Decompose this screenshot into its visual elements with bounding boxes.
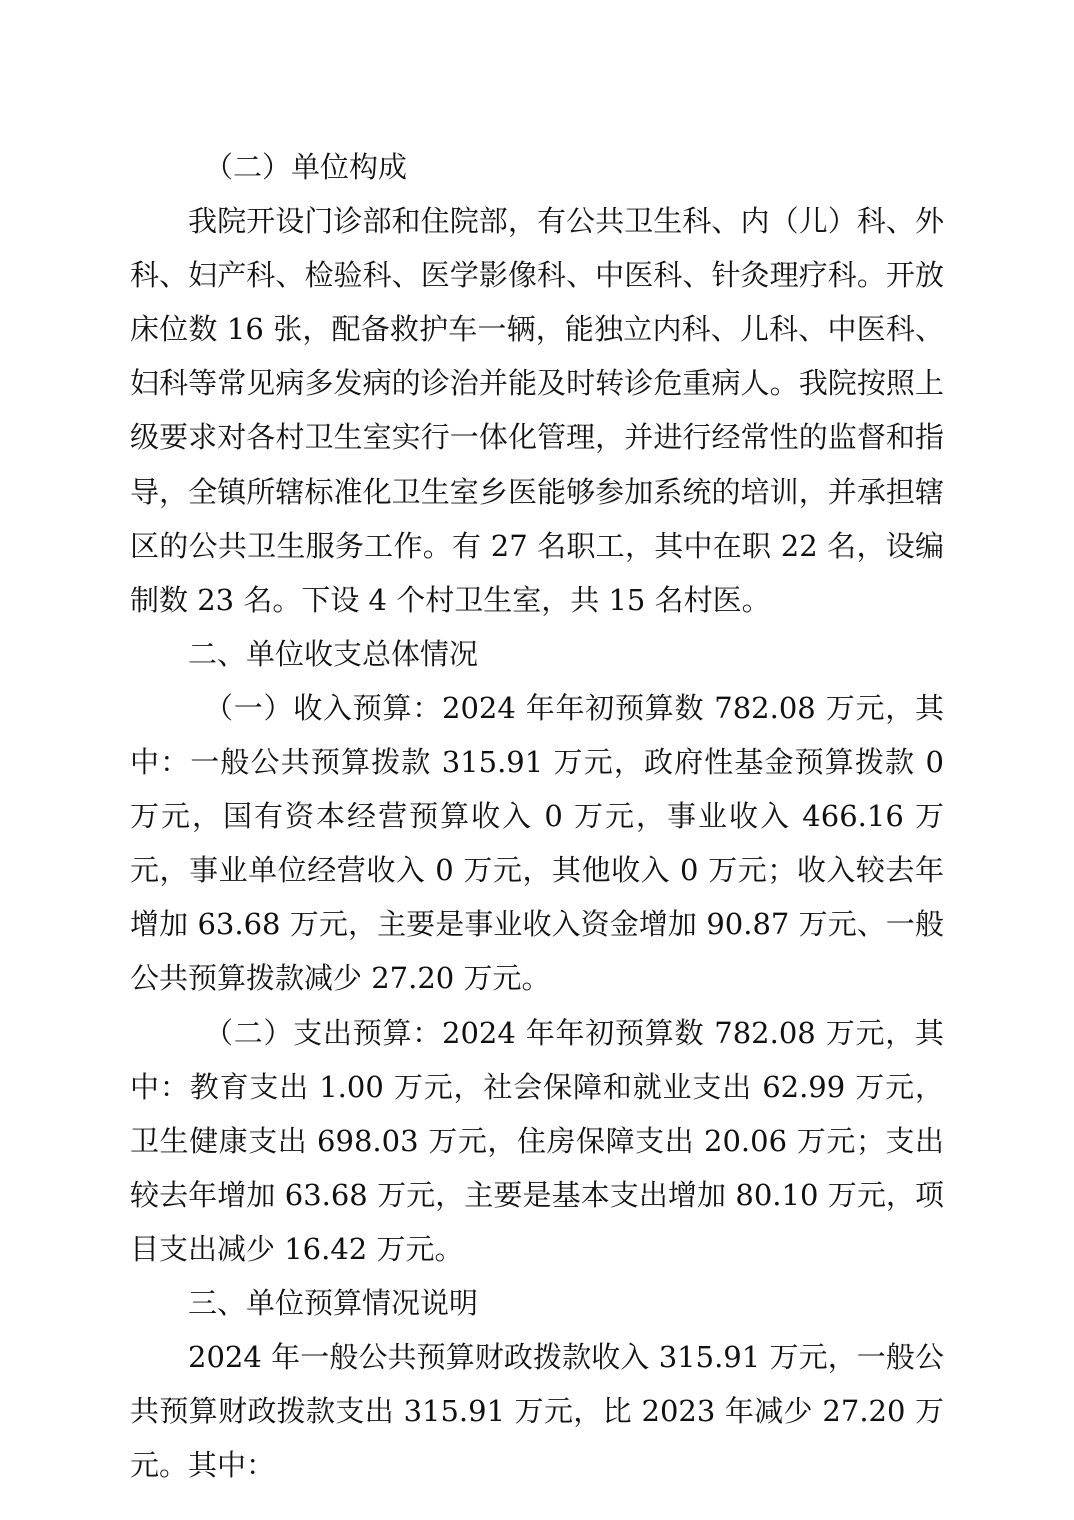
document-body (130, 140, 944, 1492)
paragraph-income-budget: （一）收入预算：2024 年年初预算数 782.08 万元，其中：一般公共预算拨款 315.91 万元，政府性基金预算拨款 0 万元，国有资本经营预算收入 0 万元，事业收入 466.16 万元，事业单位经营收入 0 万元，其他收入 0 万元；收入较去年增加 63.68 万元，主要是事业收入资金增加 90.87 万元、一般公共预算拨款减少 27.20 万元。 (130, 690, 944, 996)
paragraph-budget-explanation: 2024 年一般公共预算财政拨款收入 315.91 万元，一般公共预算财政拨款支出 315.91 万元，比 2023 年减少 27.20 万元。其中： (130, 1340, 944, 1483)
section-heading-unit-composition: （二）单位构成 (203, 150, 407, 184)
section-heading-budget-explanation: 三、单位预算情况说明 (188, 1285, 479, 1320)
paragraph-expenditure-budget: （二）支出预算：2024 年年初预算数 782.08 万元，其中：教育支出 1.00 万元，社会保障和就业支出 62.99 万元，卫生健康支出 698.03 万元，住房保障支出 20.06 万元；支出较去年增加 63.68 万元，主要是基本支出增加 80.10 万元，项目支出减少 16.42 万元。 (130, 1015, 944, 1266)
section-heading-revenue-expenditure: 二、单位收支总体情况 (188, 636, 479, 671)
paragraph-unit-composition: 我院开设门诊部和住院部，有公共卫生科、内（儿）科、外科、妇产科、检验科、医学影像科、中医科、针灸理疗科。开放床位数 16 张，配备救护车一辆，能独立内科、儿科、中医科、妇科等常见病多发病的诊治并能及时转诊危重病人。我院按照上级要求对各村卫生室实行一体化管理，并进行经常性的监督和指导，全镇所辖标准化卫生室乡医能够参加系统的培训，并承担辖区的公共卫生服务工作。有 27 名职工，其中在职 22 名，设编制数 23 名。下设 4 个村卫生室，共 15 名村医。 (130, 204, 944, 617)
